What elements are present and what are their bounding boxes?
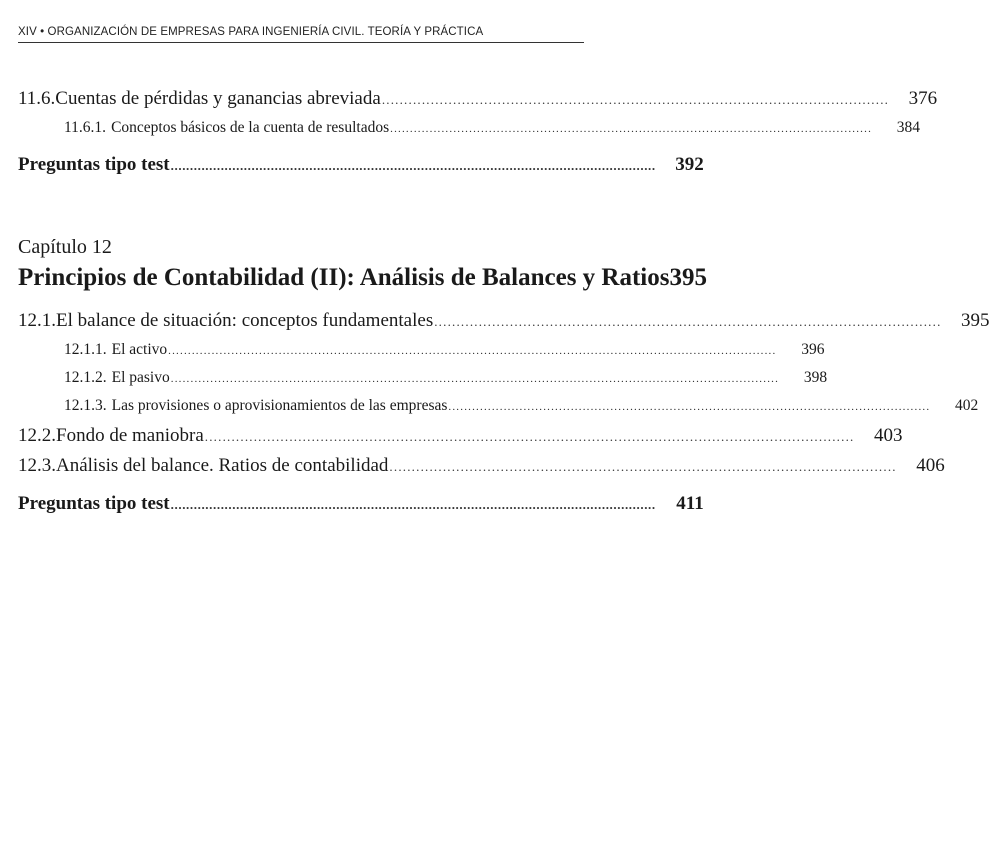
dot-leader: .................................................................................................................. <box>381 92 890 107</box>
toc-entry-page: 395 <box>961 310 990 331</box>
toc-entry-page: 402 <box>955 397 979 414</box>
toc-entry-12-1-3[interactable] <box>64 397 979 415</box>
toc-entry-number: 12.1.3. <box>64 397 107 414</box>
toc-entry-page: 411 <box>676 493 704 514</box>
dot-leader: .................................................................................................................. <box>389 459 897 474</box>
toc-entry-title: Las provisiones o aprovisionamientos de las empresas <box>111 397 448 414</box>
toc-entry-number: 11.6. <box>18 88 56 109</box>
toc-entry-page: 398 <box>803 369 828 386</box>
running-header: XIV • ORGANIZACIÓN DE EMPRESAS PARA INGENIERÍA CIVIL. TEORÍA Y PRÁCTICA <box>18 26 584 43</box>
dot-leader: .................................................................................................................. <box>434 314 942 329</box>
toc-test-questions-11[interactable] <box>18 154 704 176</box>
toc-entry-page: 406 <box>916 455 945 476</box>
dot-leader: .................................................................................................................................................. <box>204 429 855 444</box>
toc-entry-number: 12.1.2. <box>64 369 107 386</box>
toc-entry-title: Análisis del balance. Ratios de contabilidad <box>56 455 389 476</box>
toc-entry-page: 396 <box>801 341 825 358</box>
toc-entry-title: Preguntas tipo test <box>18 154 170 175</box>
dot-leader: .............................................................................................................................. <box>170 497 656 512</box>
toc-entry-12-1-1[interactable] <box>64 341 825 359</box>
toc-entry-title: Cuentas de pérdidas y ganancias abreviada <box>55 88 381 109</box>
toc-test-questions-12[interactable] <box>18 493 704 515</box>
dot-leader: .............................................................................................................................. <box>170 158 656 173</box>
toc-entry-12-1[interactable] <box>18 310 990 332</box>
dot-leader: .......................................................................................................................................................... <box>168 345 777 357</box>
chapter-title: Principios de Contabilidad (II): Análisis de Balances y Ratios <box>18 264 670 291</box>
chapter-title-entry[interactable] <box>18 264 707 292</box>
toc-entry-12-3[interactable] <box>18 455 945 477</box>
toc-entry-title: Preguntas tipo test <box>18 493 170 514</box>
toc-entry-number: 12.1.1. <box>64 341 107 358</box>
toc-entry-number: 12.3. <box>18 455 56 476</box>
toc-entry-12-1-2[interactable] <box>64 369 828 387</box>
toc-entry-page: 392 <box>675 154 704 175</box>
toc-entry-title: El pasivo <box>111 369 170 386</box>
toc-entry-title: Fondo de maniobra <box>56 425 204 446</box>
toc-entry-title: El activo <box>111 341 168 358</box>
toc-entry-11-6[interactable] <box>18 88 938 110</box>
toc-entry-11-6-1[interactable] <box>64 119 921 137</box>
toc-entry-page: 376 <box>908 88 938 109</box>
chapter-page: 395 <box>669 264 707 291</box>
toc-entry-title: Conceptos básicos de la cuenta de resultados <box>111 119 390 136</box>
dot-leader: .......................................................................................................................... <box>390 123 873 135</box>
toc-entry-number: 11.6.1. <box>64 119 107 136</box>
dot-leader: .......................................................................................................................................................... <box>170 373 780 385</box>
dot-leader: .......................................................................................................................... <box>448 401 931 413</box>
toc-entry-title: El balance de situación: conceptos fundamentales <box>56 310 434 331</box>
chapter-label: Capítulo 12 <box>18 236 112 258</box>
toc-entry-number: 12.1. <box>18 310 56 331</box>
toc-entry-number: 12.2. <box>18 425 56 446</box>
toc-entry-page: 384 <box>896 119 921 136</box>
toc-entry-page: 403 <box>873 425 903 446</box>
toc-entry-12-2[interactable] <box>18 425 903 447</box>
